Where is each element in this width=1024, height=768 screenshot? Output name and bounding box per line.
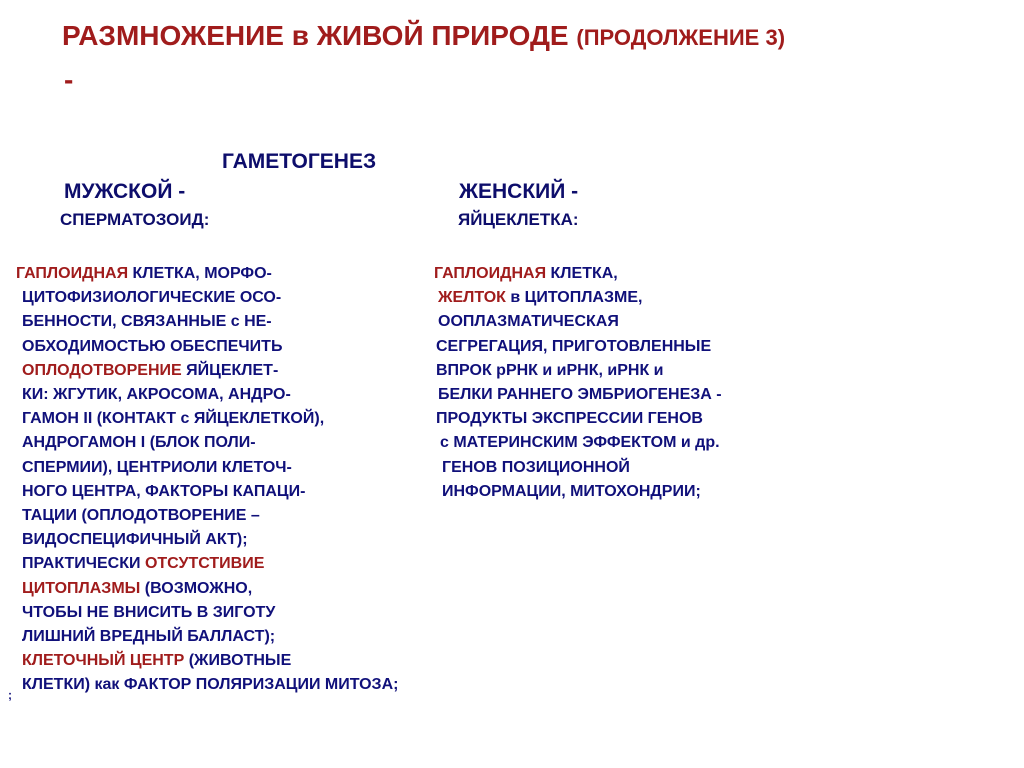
term: ГАПЛОИДНАЯ bbox=[434, 265, 547, 282]
line bbox=[16, 262, 398, 286]
line: КЛЕТКИ) как ФАКТОР ПОЛЯРИЗАЦИИ МИТОЗА; bbox=[22, 676, 399, 694]
title-paren: (ПРОДОЛЖЕНИЕ 3) bbox=[576, 25, 786, 50]
line: ВПРОК рРНК и иРНК, иРНК и bbox=[436, 361, 664, 379]
line: ИНФОРМАЦИИ, МИТОХОНДРИИ; bbox=[442, 482, 701, 500]
page-title bbox=[62, 20, 785, 54]
term: ОПЛОДОТВОРЕНИЕ bbox=[22, 361, 182, 379]
term: ОТСУТСТИВИЕ bbox=[144, 555, 265, 573]
line: БЕННОСТИ, СВЯЗАННЫЕ с НЕ- bbox=[22, 313, 272, 331]
line: с МАТЕРИНСКИМ ЭФФЕКТОМ и др. bbox=[440, 434, 720, 452]
line: АНДРОГАМОН I (БЛОК ПОЛИ- bbox=[22, 434, 256, 452]
line bbox=[16, 649, 398, 673]
term: ЖЕЛТОК bbox=[438, 289, 506, 307]
text: ЯЙЦЕКЛЕТ- bbox=[181, 361, 279, 379]
line: ГАМОН II (КОНТАКТ с ЯЙЦЕКЛЕТКОЙ), bbox=[22, 410, 325, 428]
female-label: ЖЕНСКИЙ - bbox=[459, 180, 579, 203]
text: (ЖИВОТНЫЕ bbox=[184, 652, 292, 670]
line: КИ: ЖГУТИК, АКРОСОМА, АНДРО- bbox=[22, 386, 291, 404]
text: КЛЕТКА, bbox=[546, 265, 618, 282]
text: в ЦИТОПЛАЗМЕ, bbox=[505, 289, 643, 307]
male-description bbox=[16, 262, 398, 698]
female-cell-label: ЯЙЦЕКЛЕТКА: bbox=[458, 210, 579, 229]
text: КЛЕТКА, МОРФО- bbox=[128, 265, 272, 282]
line: ЦИТОФИЗИОЛОГИЧЕСКИЕ ОСО- bbox=[22, 289, 282, 307]
term: ГАПЛОИДНАЯ bbox=[16, 265, 129, 282]
line: ПРОДУКТЫ ЭКСПРЕССИИ ГЕНОВ bbox=[436, 410, 703, 428]
line: ВИДОСПЕЦИФИЧНЫЙ АКТ); bbox=[22, 531, 248, 549]
male-label: МУЖСКОЙ - bbox=[64, 180, 186, 203]
section-heading: ГАМЕТОГЕНЕЗ bbox=[222, 150, 377, 173]
line bbox=[434, 286, 722, 310]
line: ОБХОДИМОСТЬЮ ОБЕСПЕЧИТЬ bbox=[22, 337, 283, 355]
line: СПЕРМИИ), ЦЕНТРИОЛИ КЛЕТОЧ- bbox=[22, 458, 292, 476]
line: ГЕНОВ ПОЗИЦИОННОЙ bbox=[442, 458, 630, 476]
line: ЛИШНИЙ ВРЕДНЫЙ БАЛЛАСТ); bbox=[22, 628, 276, 646]
text: ПРАКТИЧЕСКИ bbox=[22, 555, 145, 573]
line: ЧТОБЫ НЕ ВНИСИТЬ В ЗИГОТУ bbox=[22, 603, 276, 621]
line: НОГО ЦЕНТРА, ФАКТОРЫ КАПАЦИ- bbox=[22, 482, 306, 500]
male-cell-label: СПЕРМАТОЗОИД: bbox=[60, 210, 210, 229]
line bbox=[16, 577, 398, 601]
title-main: РАЗМНОЖЕНИЕ в ЖИВОЙ ПРИРОДЕ bbox=[62, 20, 569, 51]
term: ЦИТОПЛАЗМЫ bbox=[22, 579, 141, 597]
line: БЕЛКИ РАННЕГО ЭМБРИОГЕНЕЗА - bbox=[438, 386, 722, 404]
text: (ВОЗМОЖНО, bbox=[140, 579, 253, 597]
line: ООПЛАЗМАТИЧЕСКАЯ bbox=[438, 313, 619, 331]
line bbox=[434, 262, 722, 286]
line: ТАЦИИ (ОПЛОДОТВОРЕНИЕ – bbox=[22, 507, 260, 525]
line bbox=[16, 359, 398, 383]
title-dash: - bbox=[64, 64, 74, 95]
line bbox=[16, 552, 398, 576]
line: СЕГРЕГАЦИЯ, ПРИГОТОВЛЕННЫЕ bbox=[436, 337, 712, 355]
term: КЛЕТОЧНЫЙ ЦЕНТР bbox=[22, 652, 185, 670]
trailing-semicolon: ; bbox=[8, 688, 12, 702]
female-description bbox=[434, 262, 722, 504]
